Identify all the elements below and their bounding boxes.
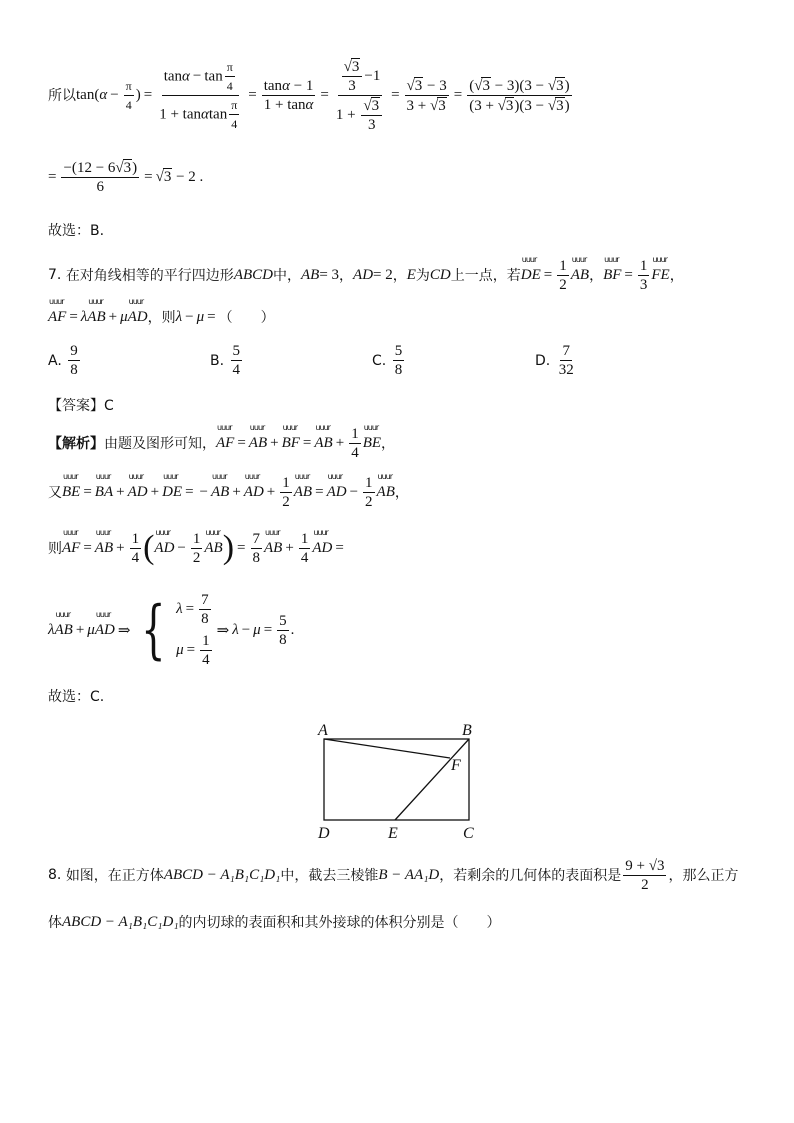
option-a[interactable]: A. $\frac{9}{8}$ [48, 343, 78, 378]
segment-af [324, 739, 450, 758]
q7-analysis-line-4: λ uuur AB + μ uuur AD ⇒ { λ = $\frac{7}{8}$ μ = $\frac{1}{4}$ ⇒ λ − μ = $\frac{5}{8}$ . [48, 590, 294, 670]
label-b: B [462, 722, 472, 739]
q7-answer: 【答案】C [48, 398, 114, 414]
q7-analysis-line-2: 又 uuur BE = uuur BA + uuur AD + uuur DE = − uuur AB + uuur AD + $\frac{1}{2}$ uuur AB = uuur AD − $\frac{1}{2}$ uuur AB ， [48, 472, 409, 512]
q7-conclusion: 故选：C. [48, 689, 105, 705]
q7-line-1: 7. 在对角线相等的平行四边形 ABCD 中， AB = 3 ， AD = 2 ， E 为 CD 上一点，若 uuur DE = $\frac{1}{2}$ uuur AB ， uuur BF = $\frac{1}{3}$ uuur FE ， [48, 255, 684, 295]
answer-line-q6: 故选：B. [48, 223, 105, 239]
label-a: A [318, 722, 328, 739]
label-c: C [463, 825, 474, 842]
q7-analysis-line-1: 【解析】 由题及图形可知， uuur AF = uuur AB + uuur BF = uuur AB + $\frac{1}{4}$ uuur BE ， [48, 425, 395, 461]
fraction-tan-difference: tanα − tan $\frac{\pi}{4}$ 1 + tanαtan $\frac{\pi}{4}$ [159, 59, 238, 131]
label-e: E [388, 825, 398, 842]
q7-line-2: uuur AF = λ uuur AB + μ uuur AD ，则 λ − μ = （ ） [48, 305, 275, 329]
tan-derivation-line-2: = $\frac{-(12 - 6√3)}{6}$ = √3 − 2 . [48, 160, 204, 195]
segment-be [395, 739, 469, 820]
option-c[interactable]: C. $\frac{5}{8}$ [372, 343, 403, 378]
tan-derivation-line-1: 所以 tan( α − $\frac{\pi}{4}$ ) = tanα − tan $\frac{\pi}{4}$ 1 + tanαtan $\frac{\pi}{4}$ = $\frac{\tan\alpha - 1}{1 + \tan\alpha}$ = $\frac{√3}{3}$ −1 1 + $\frac{√3}{3}$ = $\frac{√3 - 3}{3 + √3}$ = $\frac{(√3 - 3)(3 - √3)}{(3 + √3)(3 - √3)}$ [48, 58, 570, 133]
label-f: F [451, 757, 461, 774]
rectangle-abcd [324, 739, 469, 820]
text-suoyi: 所以 [48, 88, 76, 104]
option-b[interactable]: B. $\frac{5}{4}$ [210, 343, 241, 378]
q8-line-2: 体 ABCD − A₁B₁C₁D₁ 的内切球的表面积和其外接球的体积分别是（ ） [48, 913, 501, 931]
q7-analysis-line-3: 则 uuur AF = uuur AB + $\frac{1}{4}$ ( uuur AD − $\frac{1}{2}$ uuur AB ) = $\frac{7}{8}$ uuur AB + $\frac{1}{4}$ uuur AD = [48, 526, 347, 570]
option-d[interactable]: D. $\frac{7}{32}$ [535, 343, 574, 378]
q8-line-1: 8. 如图，在正方体 ABCD − A₁B₁C₁D₁ 中，截去三棱锥 B − AA₁D ，若剩余的几何体的表面积是 $\frac{9 + √3}{2}$ ，那么正方 [48, 857, 739, 893]
label-d: D [318, 825, 330, 842]
